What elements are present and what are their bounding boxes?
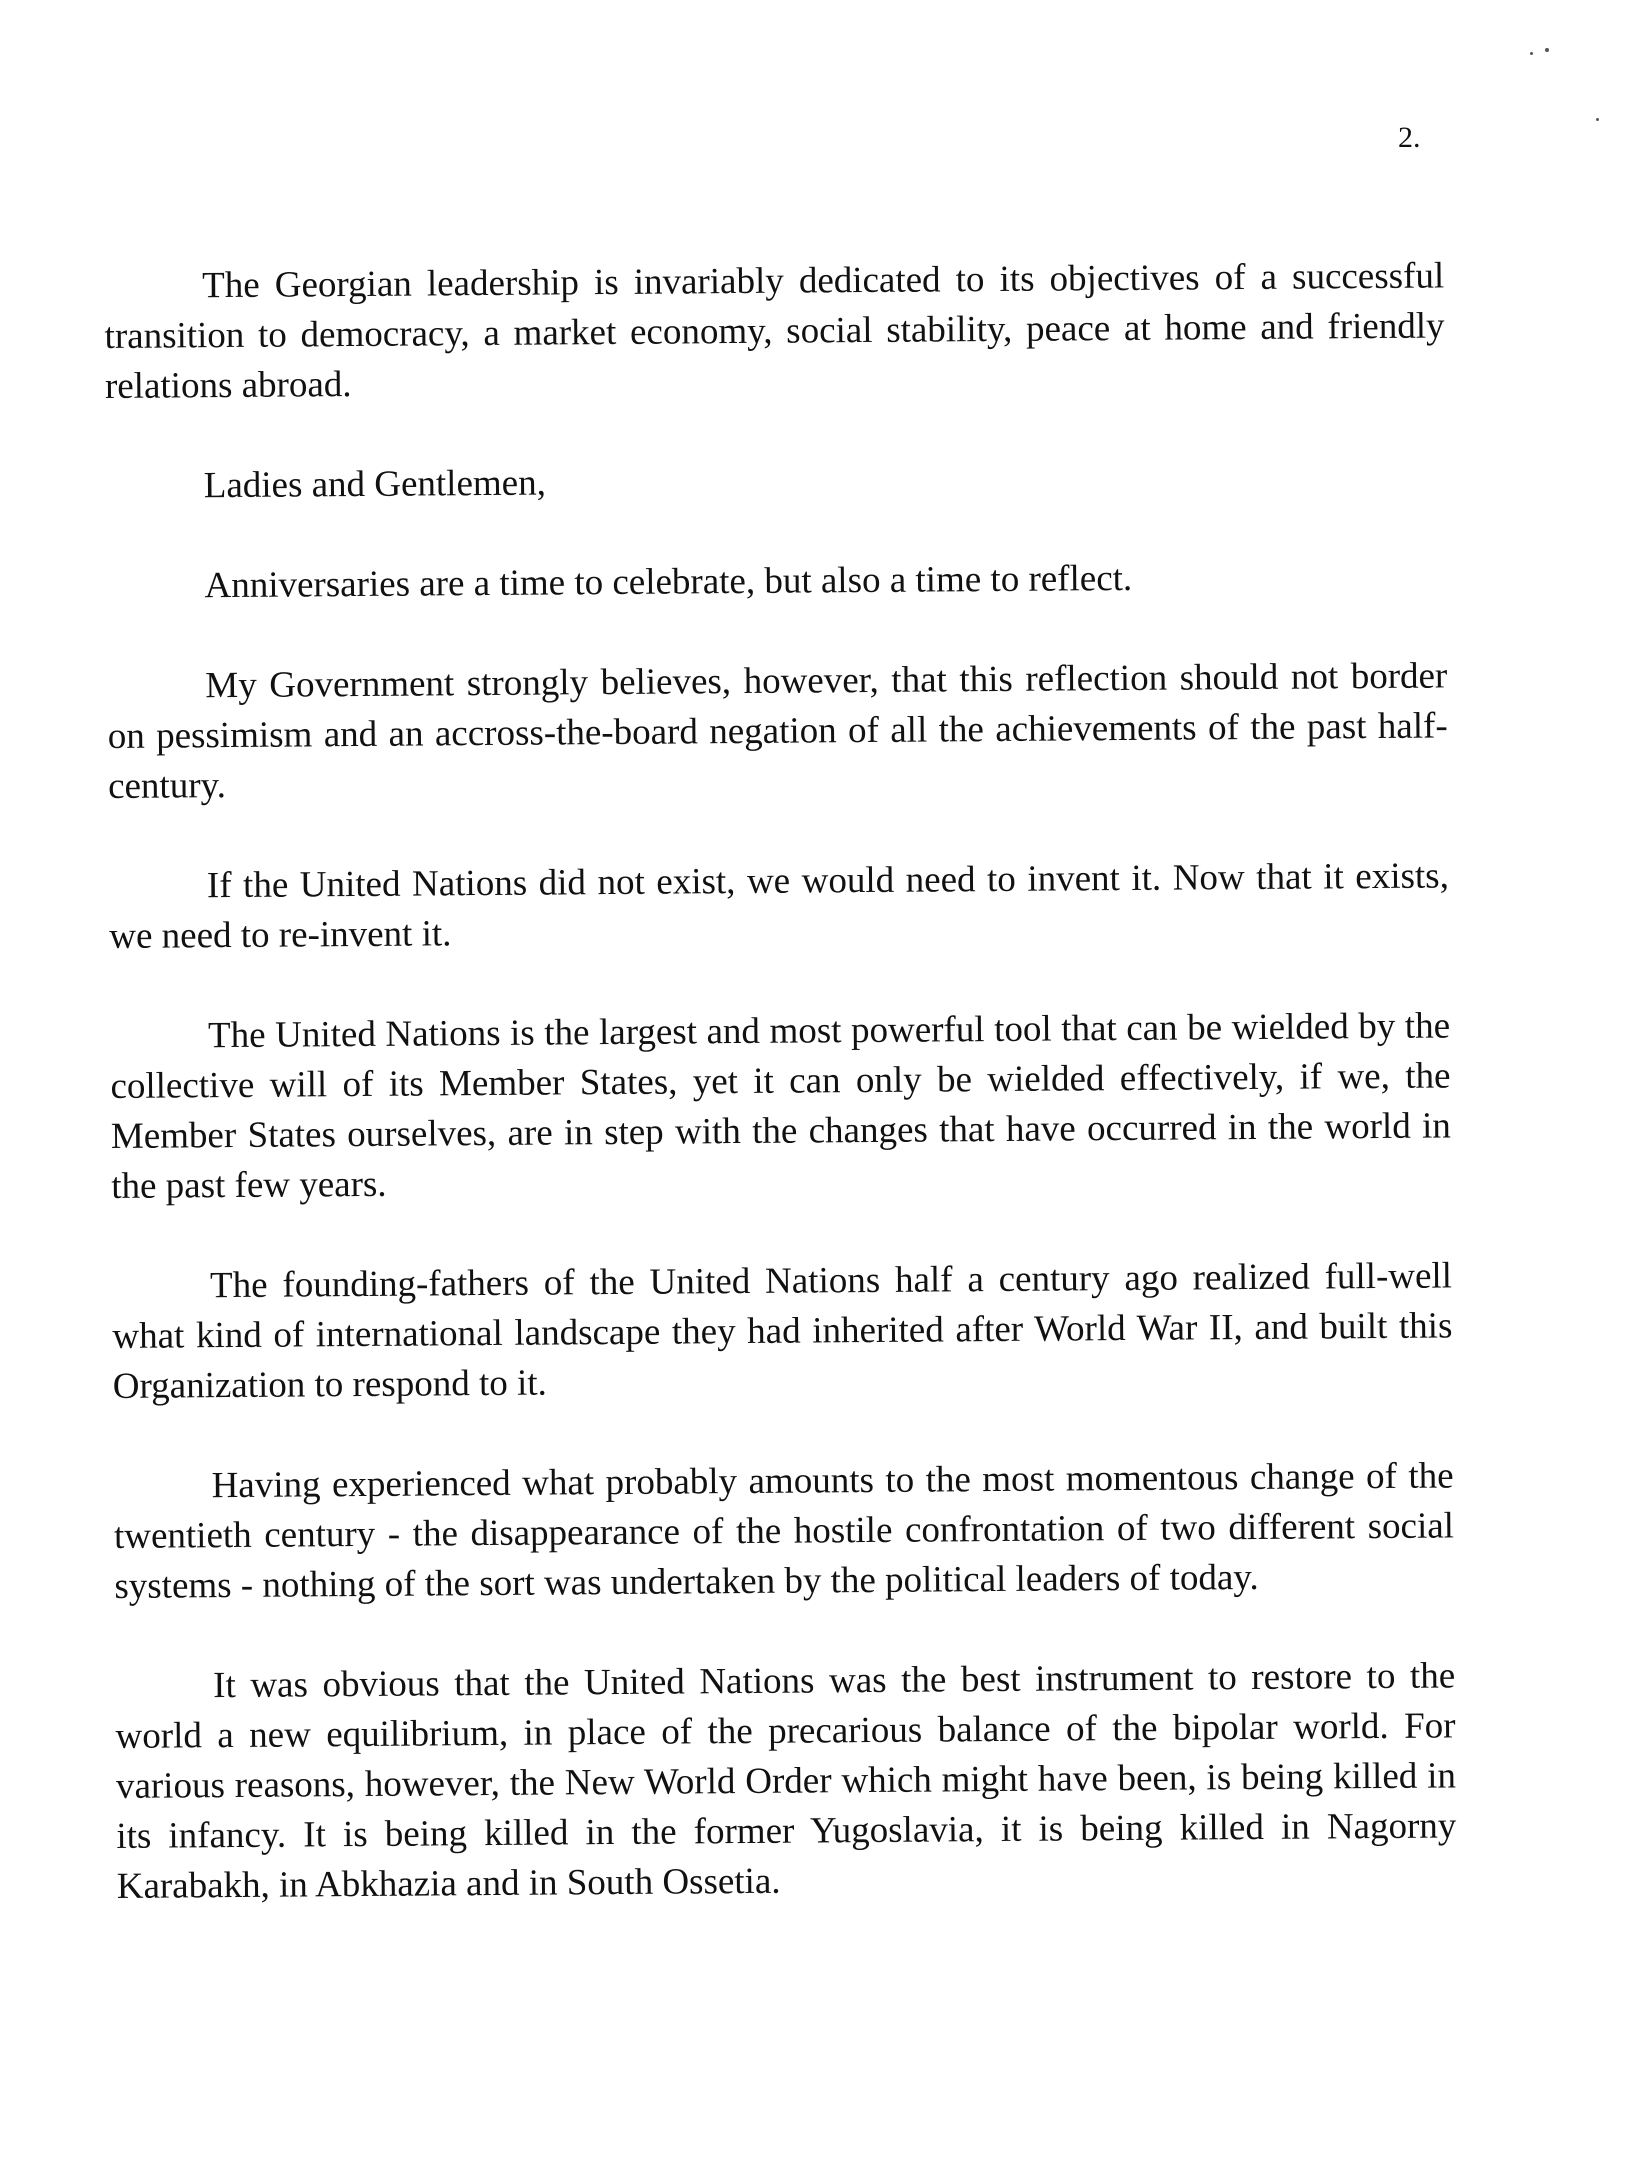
paragraph-anniversaries: Anniversaries are a time to celebrate, but also a time to reflect. [204,557,1133,607]
paragraph-founding-fathers: The founding-fathers of the United Nations half a century ago realized full-well what kind of international landscape they had inherited after World War II, and built this Organization to respond to it. [112,1255,1453,1407]
paragraph-salutation: Ladies and Gentlemen, [203,462,547,507]
paragraph-momentous-change: Having experienced what probably amounts to the most momentous change of the twentieth century - the disappearance of the hostile confrontation of two different social systems - nothing of the sort was undertaken by the political leaders of today. [113,1455,1455,1607]
scan-speck [1545,48,1549,52]
paragraph-reflection: My Government strongly believes, however, that this reflection should not border on pessimism and an accross-the-board negation of all the achievements of the past half-century. [107,655,1448,807]
paragraph-leadership: The Georgian leadership is invariably dedicated to its objectives of a successful transition to democracy, a market economy, social stability, peace at home and friendly relations abroad. [104,255,1445,407]
scan-speck [1596,118,1599,121]
paragraph-new-world-order: It was obvious that the United Nations was the best instrument to restore to the world a new equilibrium, in place of the precarious balance of the bipolar world. For various reasons, however, the New World Order which might have been, is being killed in its infancy. It is being killed in the former Yugoslavia, it is being killed in Nagorny Karabakh, in Abkhazia and in South Ossetia. [115,1655,1457,1907]
paragraph-powerful-tool: The United Nations is the largest and most powerful tool that can be wielded by the collective will of its Member States, yet it can only be wielded effectively, if we, the Member States ourselves, are in step with the changes that have occurred in the world in the past few years. [110,1005,1451,1207]
paragraph-reinvent: If the United Nations did not exist, we would need to invent it. Now that it exists, we need to re-invent it. [109,855,1450,957]
page-number: 2. [1398,121,1421,154]
document-body [104,251,1457,1961]
scan-speck [1530,52,1533,55]
